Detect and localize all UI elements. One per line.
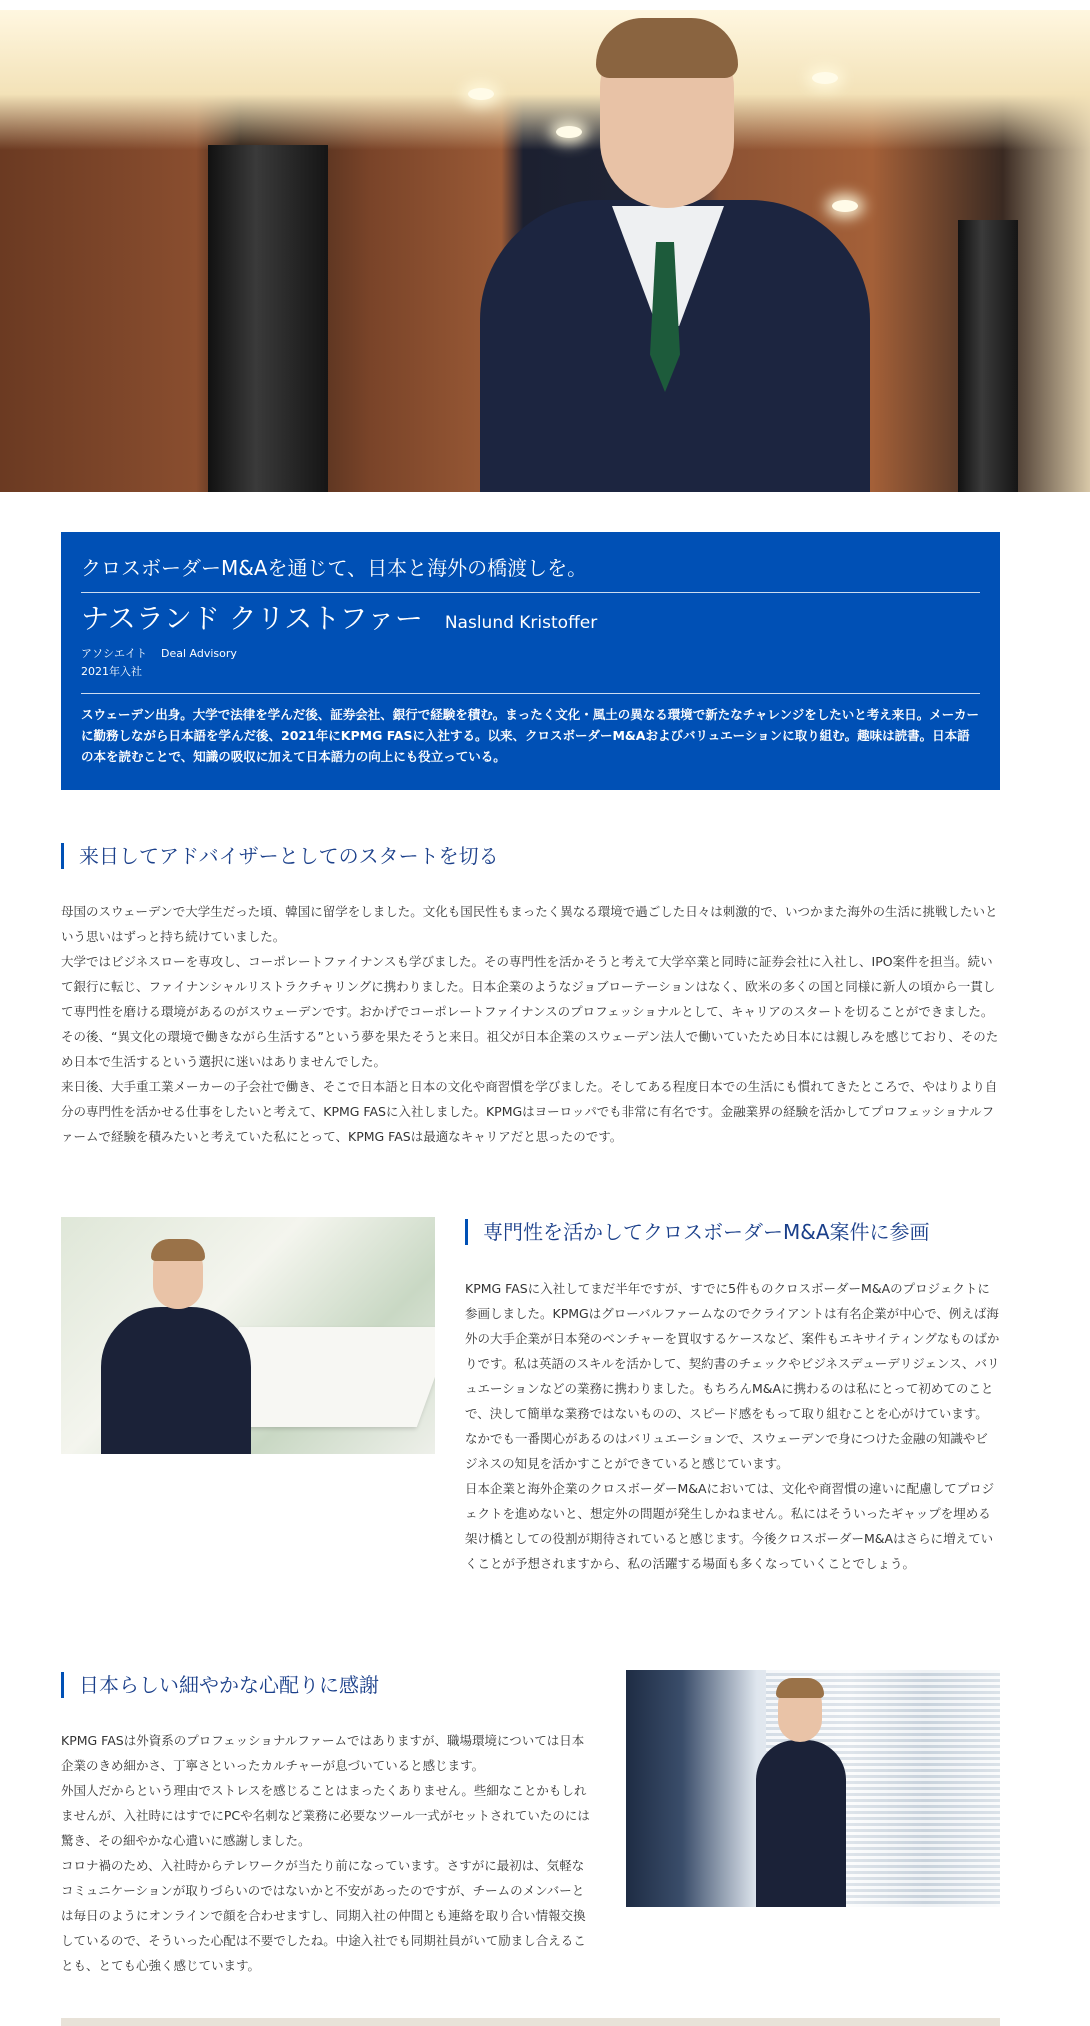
photo-person-hair [776, 1678, 824, 1698]
photo-person-hair [151, 1239, 205, 1261]
paragraph: 母国のスウェーデンで大学生だった頃、韓国に留学をしました。文化も国民性もまったく異なる環境で過ごした日々は刺激的で、いつかまた海外の生活に挑戦したいという思いはずっと持ち続けていました。 [61, 904, 998, 944]
next-photo-edge [61, 2018, 1000, 2026]
divider [81, 592, 980, 593]
hero-photo [0, 10, 1090, 492]
hero-ceiling [0, 10, 1090, 150]
profile-card [61, 532, 1000, 790]
paragraph: その後、“異文化の環境で働きながら生活する”という夢を果たそうと来日。祖父が日本企業のスウェーデン法人で働いていたため日本には親しみを感じており、そのため日本で生活するという選択に迷いはありませんでした。 [61, 1029, 999, 1069]
section-body [61, 1728, 596, 1978]
paragraph: コロナ禍のため、入社時からテレワークが当たり前になっています。さすがに最初は、気軽なコミュニケーションが取りづらいのではないかと不安があったのですが、チームのメンバーとは毎日のようにオンラインで顔を合わせますし、同期入社の仲間とも連絡を取り合い情報交換しているので、そういった心配は不要でしたね。中途入社でも同期社員がいて励まし合えることも、とても心強く感じています。 [61, 1858, 586, 1973]
section-heading: 来日してアドバイザーとしてのスタートを切る [61, 843, 499, 869]
window-lounge-photo [626, 1670, 1000, 1907]
photo-person-suit [756, 1740, 846, 1907]
elevator-door [208, 145, 328, 492]
paragraph: KPMG FASは外資系のプロフェッショナルファームではありますが、職場環境については日本企業のきめ細かさ、丁寧さといったカルチャーが息づいていると感じます。 [61, 1733, 585, 1773]
profile-catchphrase: クロスボーダーM&Aを通じて、日本と海外の橋渡しを。 [81, 556, 588, 580]
paragraph: 来日後、大手重工業メーカーの子会社で働き、そこで日本語と日本の文化や商習慣を学びました。そしてある程度日本での生活にも慣れてきたところで、やはりより自分の専門性を活かせる仕事をしたいと考えて、KPMG FASに入社しました。KPMGはヨーロッパでも非常に有名です。金融業界の経験を活かしてプロフェッショナルファームで経験を積みたいと考えていた私にとって、KPMG FASは最適なキャリアだと思ったのです。 [61, 1079, 998, 1144]
paragraph: 大学ではビジネスローを専攻し、コーポレートファイナンスも学びました。その専門性を活かそうと考えて大学卒業と同時に証券会社に入社し、IPO案件を担当。続いて銀行に転じ、ファイナンシャルリストラクチャリングに携わりました。日本企業のようなジョブローテーションはなく、欧米の多くの国と同様に新人の頃から一貫して専門性を磨ける環境があるのがスウェーデンです。おかげでコーポレートファイナンスのプロフェッショナルとして、キャリアのスタートを切ることができました。 [61, 954, 996, 1019]
section-body [465, 1276, 1000, 1576]
section-heading: 専門性を活かしてクロスボーダーM&A案件に参画 [465, 1219, 930, 1245]
office-desk-photo [61, 1217, 435, 1454]
department-label: Deal Advisory [161, 647, 237, 660]
ceiling-light [812, 72, 838, 84]
name-japanese: ナスランド クリストファー [81, 602, 423, 635]
profile-meta [81, 645, 980, 681]
ceiling-light [556, 126, 582, 138]
elevator-door [958, 220, 1018, 492]
paragraph: 日本企業と海外企業のクロスボーダーM&Aにおいては、文化や商習慣の違いに配慮してプロジェクトを進めないと、想定外の問題が発生しかねません。私にはそういったギャップを埋める架け橋としての役割が期待されていると感じます。今後クロスボーダーM&Aはさらに増えていくことが予想されますから、私の活躍する場面も多くなっていくことでしょう。 [465, 1481, 995, 1571]
name-row [81, 599, 980, 639]
section-body [61, 899, 1000, 1149]
paragraph: KPMG FASに入社してまだ半年ですが、すでに5件ものクロスボーダーM&Aのプロジェクトに参画しました。KPMGはグローバルファームなのでクライアントは有名企業が中心で、例えば海外の大手企業が日本発のベンチャーを買収するケースなど、案件もエキサイティングなものばかりです。私は英語のスキルを活かして、契約書のチェックやビジネスデューデリジェンス、バリュエーションなどの業務に携わりました。もちろんM&Aに携わるのは私にとって初めてのことで、決して簡単な業務ではないものの、スピード感をもって取り組むことを心がけています。なかでも一番関心があるのはバリュエーションで、スウェーデンで身につけた金融の知識やビジネスの知見を活かすことができていると感じています。 [465, 1281, 1000, 1471]
profile-bio: スウェーデン出身。大学で法律を学んだ後、証券会社、銀行で経験を積む。まったく文化・風土の異なる環境で新たなチャレンジをしたいと考え来日。メーカーに勤務しながら日本語を学んだ後、2021年にKPMG FASに入社する。以来、クロスボーダーM&Aおよびバリュエーションに取り組む。趣味は読書。日本語の本を読むことで、知識の吸収に加えて日本語力の向上にも役立っている。 [81, 707, 980, 764]
ceiling-light [832, 200, 858, 212]
photo-person-suit [101, 1307, 251, 1454]
name-english: Naslund Kristoffer [444, 613, 598, 633]
divider [81, 693, 980, 694]
section-heading: 日本らしい細やかな心配りに感謝 [61, 1672, 379, 1698]
paragraph: 外国人だからという理由でストレスを感じることはまったくありません。些細なことかもしれませんが、入社時にはすでにPCや名刺など業務に必要なツール一式がセットされていたのには驚き、その細やかな心遣いに感謝しました。 [61, 1783, 590, 1848]
position-label: アソシエイト [81, 647, 147, 660]
ceiling-light [468, 88, 494, 100]
joined-label: 2021年入社 [81, 665, 142, 678]
person-hair [596, 18, 738, 78]
